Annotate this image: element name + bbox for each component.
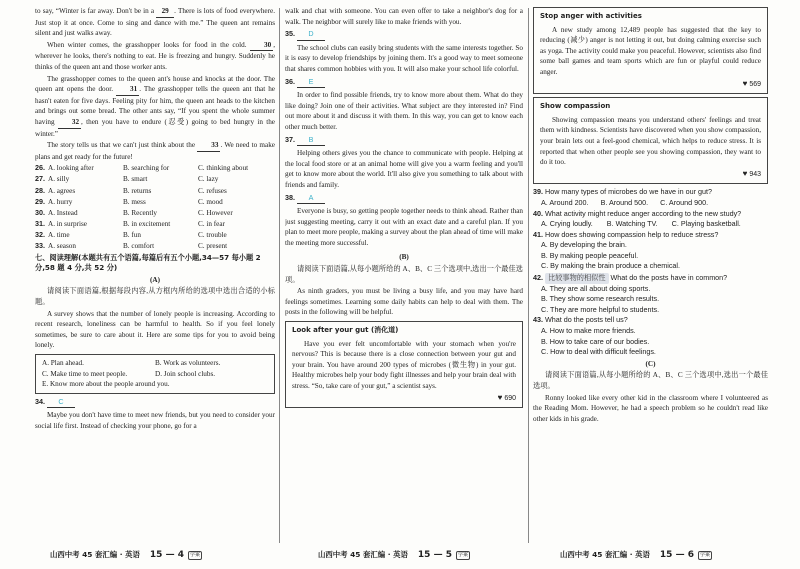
question-36: 36. E [285, 77, 523, 89]
page-footer: 山西中考 45 套汇编 · 英语 15 — 6 学案 [560, 549, 710, 560]
blank-30: 30 [250, 40, 273, 52]
post-body: A new study among 12,489 people has suggested that the key to reducing (减少) anger is not letting it out, but doing calming exercise such as yoga. The activity could make you peaceful. However, scientists also find some ball games and team sports which are fun or playful could reduce anger. [540, 25, 761, 76]
answer-36: E [297, 77, 325, 89]
option: C. How to deal with difficult feelings. [541, 347, 656, 357]
option: B. How to take care of our bodies. [541, 336, 650, 346]
post-title: Show compassion [540, 102, 611, 111]
option: B. By making people peaceful. [541, 250, 639, 260]
question-42: 42. 比较事物的相似性 What do the posts have in common? [533, 273, 728, 283]
section-heading: 七、阅读理解(本题共有五个语篇,每篇后有五个小题,34—57 每小题 2 分,58 题 4 分,共 52 分) [35, 252, 261, 273]
post-body: Showing compassion means you understand others' feelings and treat them with kindness. Scientists have discovered when you show compassion, your brain lets out a feel-good chemical, which helps to reduce stress. It is reported that when other people see you showing compassion, they want to do it too. [540, 115, 761, 167]
logo-icon: 学案 [699, 551, 710, 558]
skill-tag: 比较事物的相似性 [545, 273, 609, 284]
option-row: 28. A. agrees B. returns C. refuses [35, 185, 227, 195]
part-label: (A) [150, 275, 160, 284]
option-row: 29. A. hurry B. mess C. mood [35, 196, 223, 206]
answer-38: A [297, 193, 325, 205]
instruction: 请阅读下面语篇,根据每段内容,从方框内所给的选项中选出合适的小标题。 [35, 287, 275, 306]
page-number: 15 — 5 [417, 549, 452, 560]
paragraph: As ninth graders, you must be living a busy life, and you may have hard feelings sometimes. Learning some daily habits can help to deal with them. The posts in the following will be helpful. [285, 287, 523, 317]
page-footer: 山西中考 45 套汇编 · 英语 15 — 4 学案 [50, 549, 200, 560]
heart-icon: ♥ [742, 78, 748, 88]
column-3 [533, 6, 768, 544]
instruction: 请阅读下面语篇,从每小题所给的 A、B、C 三个选项中,选出一个最佳选项。 [285, 265, 523, 284]
logo-icon: 学案 [457, 551, 468, 558]
post-compassion [533, 97, 768, 184]
part-label: (B) [399, 253, 409, 262]
option: B. They show some research results. [541, 294, 660, 304]
option-row: 30. A. Instead B. Recently C. However [35, 207, 233, 217]
paragraph: The grasshopper comes to the queen ant's house and knocks at the door. The queen ant opens the door. 31 . The grasshopper tells the queen ant that he hasn't eaten for five days. Feeling pity for him, the queen ant heads to the kitchen and brings out some bread. The other ants say, “If you spent the whole summer having 32 , then you have to endure (忍受) going to bed hungry in the winter.” [35, 74, 275, 138]
paragraph: walk and chat with someone. You can even offer to take a neighbor's dog for a walk. The neighbor will surely like to make friends with you. [285, 7, 523, 26]
column-1 [35, 6, 275, 544]
column-2 [285, 6, 523, 544]
column-divider [279, 8, 280, 543]
paragraph: The school clubs can easily bring students with the same interests together. So it is easy to develop friendships by joining them. It's a good way to meet someone that shares common hobbies with you. It will also make your school life colorful. [285, 43, 523, 73]
option: A. By developing the brain. [541, 240, 627, 250]
page-number: 15 — 6 [659, 549, 694, 560]
option-row: 31. A. in surprise B. in excitement C. in fear [35, 218, 225, 228]
post-likes: ♥ 690 [497, 392, 516, 402]
question-35: 35. D [285, 29, 523, 41]
paragraph: The story tells us that we can't just think about the 33 . We need to make plans and get ready for the future! [35, 141, 275, 161]
paragraph: to say, “Winter is far away. Don't be in a 29 . There is lots of food everywhere. Just stop it at once. Come to sing and dance with me.” The queen ant remains silent and just walks away. [35, 7, 275, 38]
heart-icon: ♥ [742, 168, 748, 178]
question-39: 39. How many types of microbes do we have in our gut? [533, 187, 712, 197]
instruction: 请阅读下面语篇,从每小题所给的 A、B、C 三个选项中,选出一个最佳选项。 [533, 371, 768, 390]
option-row: 33. A. season B. comfort C. present [35, 240, 228, 250]
option: A. They are all about doing sports. [541, 283, 651, 293]
page-number: 15 — 4 [149, 549, 184, 560]
post-gut [285, 321, 523, 408]
paragraph: Ronny looked like every other kid in the classroom where I volunteered as the Reading Mom. However, he had a speech problem so he couldn't read like other kids in his grade. [533, 393, 768, 423]
options-40: A. Crying loudly. B. Watching TV. C. Playing basketball. [541, 219, 741, 229]
paragraph: In order to find possible friends, try to know more about them. What do they like doing? Join one of their activities. What subject are they interested in? Find out more about it and discuss it with them. In this way, you can get to know each other much better. [285, 91, 523, 131]
question-38: 38. A [285, 193, 523, 205]
heart-icon: ♥ [497, 392, 503, 402]
option-row: 32. A. time B. fun C. trouble [35, 229, 227, 239]
question-43: 43. What do the posts tell us? [533, 315, 628, 325]
blank-32: 32 [58, 117, 81, 129]
option-list [35, 163, 275, 251]
option-row: 26. A. looking after B. searching for C. thinking about [35, 163, 249, 173]
paragraph: A survey shows that the number of lonely people is increasing. According to recent research, loneliness can be harmful to health. So if you feel lonely sometimes, be sure to care about it. Here are some tips for you to avoid being lonely. [35, 309, 275, 350]
question-34: 34. C [35, 397, 275, 409]
option: C. By making the brain produce a chemical. [541, 261, 681, 271]
paragraph: When winter comes, the grasshopper looks for food in the cold. 30 , wherever he looks, there's nothing to eat. He is freezing and hungry. Suddenly he thinks of the queen ant and those worker ants. [35, 40, 275, 71]
question-37: 37. B [285, 135, 523, 147]
post-likes: ♥ 943 [742, 168, 761, 178]
paragraph: Maybe you don't have time to meet new friends, but you need to consider your social life first. Instead of checking your phone, go for a [35, 411, 275, 430]
question-41: 41. How does showing compassion help to reduce stress? [533, 229, 719, 239]
post-body: Have you ever felt uncomfortable with your stomach when you're nervous? This is because there is a close connection between your gut and your brain. You have around 200 types of microbes (微生物) in your gut. Healthy microbes help your body fight illnesses and help your brain deal with stress. “So, take care of your gut,” a scientist says. [292, 339, 516, 390]
post-title: Look after your gut (消化道) [292, 326, 399, 335]
option-row: 27. A. silly B. smart C. lazy [35, 174, 219, 184]
answer-34: C [47, 397, 75, 409]
question-40: 40. What activity might reduce anger according to the new study? [533, 208, 742, 218]
blank-31: 31 [116, 84, 139, 96]
part-label: (C) [645, 359, 656, 368]
option: A. How to make more friends. [541, 326, 636, 336]
heading-options-box: A. Plan ahead. B. Work as volunteers. C. Make time to meet people. D. Join school clubs. E. Know more about the people around you. [35, 354, 275, 394]
options-39: A. Around 200. B. Around 500. C. Around 900. [541, 197, 709, 207]
paragraph: Everyone is busy, so getting people together needs to think ahead. Rather than just suggesting meeting, carry it out with an exact date and a careful plan. If you plan to meet more people, making a survey about the plan ahead of time will make the meeting more successful. [285, 207, 523, 247]
option: C. They are more helpful to students. [541, 304, 660, 314]
page-footer: 山西中考 45 套汇编 · 英语 15 — 5 学案 [318, 549, 468, 560]
post-anger [533, 7, 768, 94]
paragraph: Helping others gives you the chance to communicate with people. Helping at the local food store or at an animal home will give you a warm feeling and you'll get to know more about the world. It'll also give you something to talk about with friends and family. [285, 149, 523, 189]
blank-29: 29 [156, 6, 174, 18]
post-title: Stop anger with activities [540, 12, 642, 20]
answer-35: D [297, 29, 325, 41]
column-divider [528, 8, 529, 543]
blank-33: 33 [197, 140, 220, 152]
post-likes: ♥ 569 [742, 78, 761, 88]
answer-37: B [297, 135, 325, 147]
logo-icon: 学案 [189, 551, 200, 558]
